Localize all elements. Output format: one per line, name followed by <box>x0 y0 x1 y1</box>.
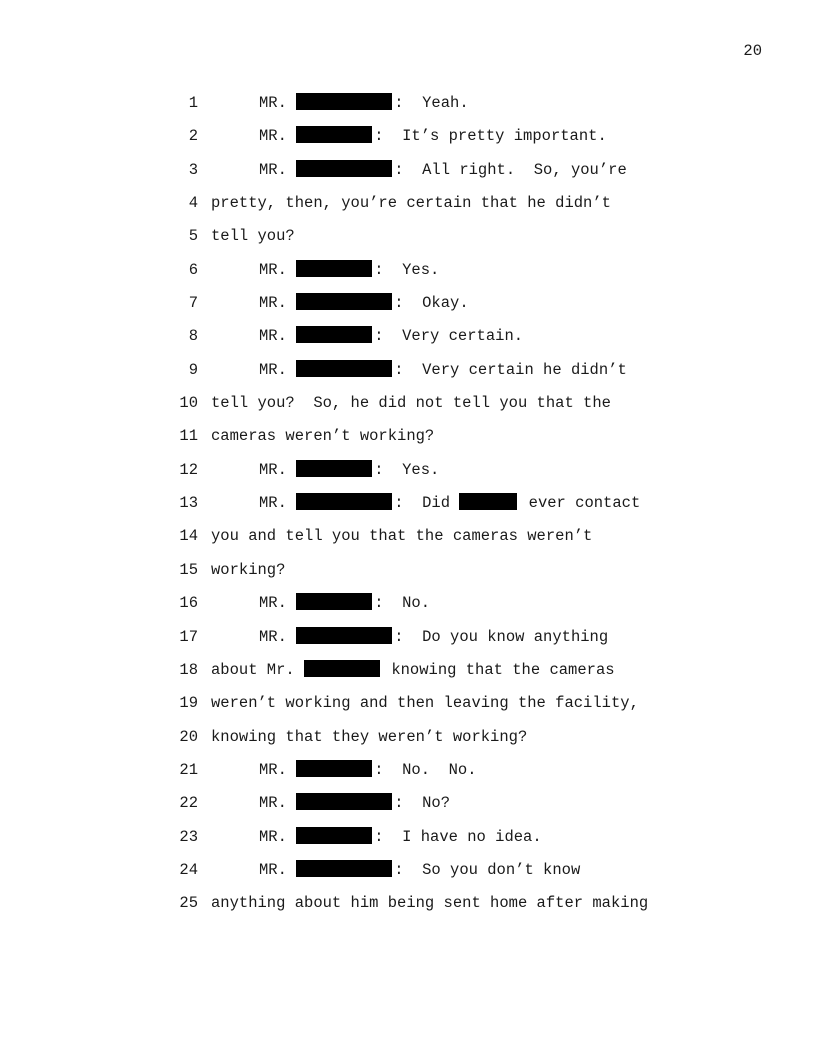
text-segment: anything about him being sent home after making <box>211 894 649 913</box>
line-number: 12 <box>179 460 198 479</box>
redaction-box <box>296 760 372 777</box>
line-text <box>211 225 295 247</box>
line-text <box>211 559 285 581</box>
line-number: 5 <box>188 227 198 246</box>
text-segment: MR. <box>259 827 297 846</box>
text-segment: weren’t working and then leaving the facility, <box>211 694 639 713</box>
redaction-box <box>296 493 392 510</box>
line-text <box>211 692 639 714</box>
line-text <box>259 159 627 181</box>
text-segment: : All right. So, you’re <box>394 160 627 179</box>
transcript-line <box>0 492 816 525</box>
transcript-line <box>0 392 816 425</box>
line-number: 25 <box>179 894 198 913</box>
transcript-line <box>0 525 816 558</box>
transcript-line <box>0 159 816 192</box>
line-text <box>259 492 640 514</box>
transcript-line <box>0 892 816 925</box>
transcript-line <box>0 792 816 825</box>
redaction-box <box>296 860 392 877</box>
line-text <box>211 525 592 547</box>
text-segment: : It’s pretty important. <box>374 127 607 146</box>
line-number: 10 <box>179 394 198 413</box>
transcript-line <box>0 759 816 792</box>
text-segment: MR. <box>259 860 297 879</box>
transcript-line <box>0 726 816 759</box>
line-text <box>259 826 542 848</box>
text-segment: : Yes. <box>374 460 440 479</box>
line-text <box>259 292 469 314</box>
text-segment: MR. <box>259 794 297 813</box>
line-number: 1 <box>188 94 198 112</box>
line-text <box>259 125 607 147</box>
line-number: 3 <box>188 160 198 179</box>
line-number: 20 <box>179 727 198 746</box>
text-segment: MR. <box>259 494 297 513</box>
transcript-line <box>0 92 816 125</box>
transcript-line <box>0 225 816 258</box>
transcript-line <box>0 626 816 659</box>
text-segment: knowing that they weren’t working? <box>211 727 528 746</box>
line-number: 13 <box>179 494 198 513</box>
text-segment: : Did <box>394 494 460 513</box>
redaction-box <box>296 126 372 143</box>
text-segment: MR. <box>259 160 297 179</box>
text-segment: about Mr. <box>211 660 305 679</box>
text-segment: tell you? So, he did not tell you that the <box>211 394 611 413</box>
transcript-line <box>0 125 816 158</box>
transcript-line <box>0 325 816 358</box>
line-text <box>259 92 469 114</box>
text-segment: : I have no idea. <box>374 827 542 846</box>
redaction-box <box>296 793 392 810</box>
line-text <box>259 859 580 881</box>
line-text <box>211 892 648 914</box>
transcript-line <box>0 592 816 625</box>
text-segment: : No. No. <box>374 760 477 779</box>
text-segment: MR. <box>259 360 297 379</box>
line-text <box>259 325 523 347</box>
line-number: 2 <box>188 127 198 146</box>
text-segment: tell you? <box>211 227 295 246</box>
line-number: 23 <box>179 827 198 846</box>
line-number: 18 <box>179 660 198 679</box>
transcript-line <box>0 259 816 292</box>
transcript-line <box>0 659 816 692</box>
line-text <box>211 392 611 414</box>
line-number: 22 <box>179 794 198 813</box>
text-segment: MR. <box>259 127 297 146</box>
page-number: 20 <box>743 42 762 60</box>
transcript-body <box>0 92 816 926</box>
line-number: 24 <box>179 860 198 879</box>
redaction-box <box>296 326 372 343</box>
redaction-box <box>296 460 372 477</box>
text-segment: MR. <box>259 760 297 779</box>
line-number: 9 <box>188 360 198 379</box>
redaction-box <box>296 827 372 844</box>
line-number: 17 <box>179 627 198 646</box>
transcript-line <box>0 459 816 492</box>
line-number: 11 <box>179 427 198 446</box>
text-segment: : Very certain. <box>374 327 524 346</box>
line-number: 4 <box>188 194 198 213</box>
transcript-line <box>0 692 816 725</box>
text-segment: MR. <box>259 627 297 646</box>
text-segment: : Yeah. <box>394 94 469 112</box>
text-segment: cameras weren’t working? <box>211 427 435 446</box>
line-text <box>211 192 611 214</box>
line-text <box>259 359 627 381</box>
text-segment: : Yes. <box>374 260 440 279</box>
text-segment: MR. <box>259 327 297 346</box>
text-segment: pretty, then, you’re certain that he didn’t <box>211 194 611 213</box>
line-text <box>211 425 434 447</box>
text-segment: : Do you know anything <box>394 627 609 646</box>
redaction-box <box>296 360 392 377</box>
line-number: 8 <box>188 327 198 346</box>
line-number: 14 <box>179 527 198 546</box>
text-segment: MR. <box>259 294 297 313</box>
text-segment: working? <box>211 560 286 579</box>
text-segment: MR. <box>259 94 297 112</box>
line-text <box>259 459 439 481</box>
line-text <box>259 792 450 814</box>
transcript-line <box>0 425 816 458</box>
redaction-box <box>296 293 392 310</box>
line-number: 15 <box>179 560 198 579</box>
text-segment: : No. <box>374 594 431 613</box>
redaction-box <box>296 593 372 610</box>
line-number: 21 <box>179 760 198 779</box>
line-text <box>259 259 439 281</box>
line-text <box>211 659 615 681</box>
redaction-box <box>304 660 380 677</box>
line-number: 19 <box>179 694 198 713</box>
redaction-box <box>459 493 517 510</box>
line-text <box>259 592 430 614</box>
text-segment: MR. <box>259 594 297 613</box>
transcript-line <box>0 559 816 592</box>
transcript-line <box>0 292 816 325</box>
text-segment: you and tell you that the cameras weren’t <box>211 527 593 546</box>
redaction-box <box>296 627 392 644</box>
line-number: 16 <box>179 594 198 613</box>
line-number: 7 <box>188 294 198 313</box>
line-text <box>259 626 608 648</box>
text-segment: knowing that the cameras <box>382 660 615 679</box>
text-segment: : No? <box>394 794 451 813</box>
text-segment: MR. <box>259 260 297 279</box>
line-text <box>211 726 527 748</box>
line-text <box>259 759 477 781</box>
transcript-line <box>0 859 816 892</box>
text-segment: : Okay. <box>394 294 469 313</box>
transcript-line <box>0 359 816 392</box>
text-segment: : So you don’t know <box>394 860 581 879</box>
text-segment: ever contact <box>519 494 641 513</box>
transcript-line <box>0 826 816 859</box>
redaction-box <box>296 260 372 277</box>
text-segment: MR. <box>259 460 297 479</box>
redaction-box <box>296 93 392 110</box>
text-segment: : Very certain he didn’t <box>394 360 627 379</box>
transcript-line <box>0 192 816 225</box>
line-number: 6 <box>188 260 198 279</box>
redaction-box <box>296 160 392 177</box>
